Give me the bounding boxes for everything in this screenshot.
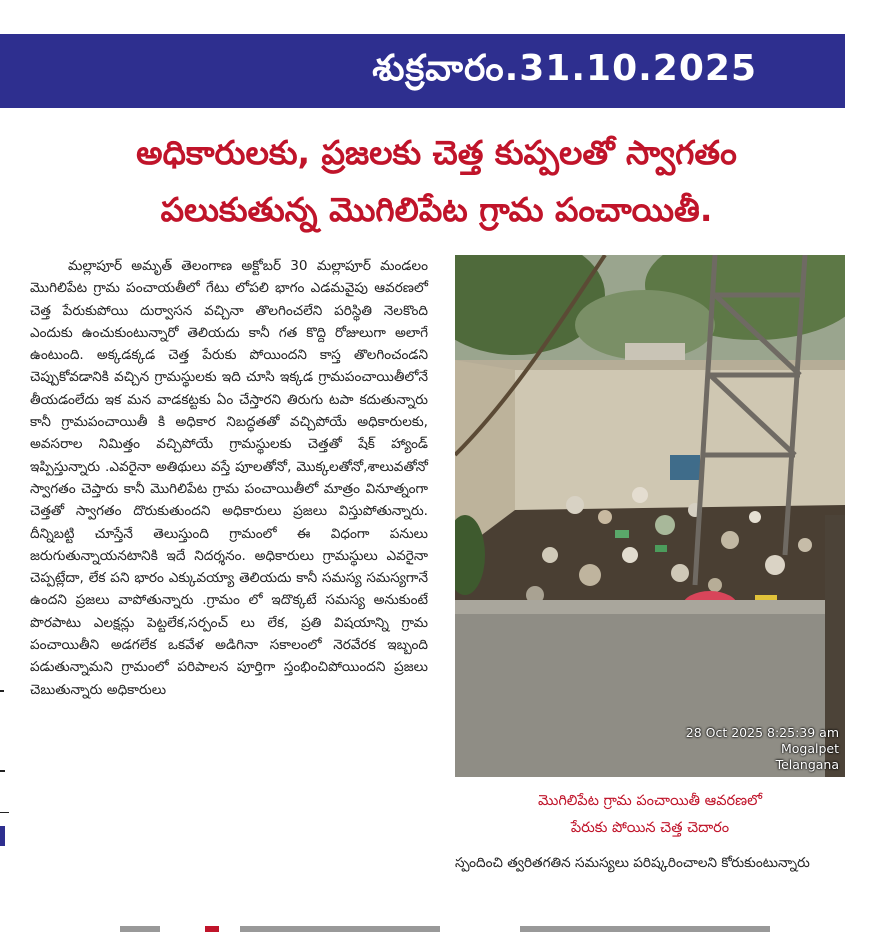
article-continuation: స్పందించి త్వరితగతిన సమస్యలు పరిష్కరించాలని కోరుకుంటున్నారు	[455, 855, 810, 871]
photo-caption-line-2: పేరుకు పోయిన చెత్త చెదారం	[570, 820, 730, 836]
article-body	[30, 255, 428, 701]
headline-line-2: పలుకుతున్న మొగిలిపేట గ్రామ పంచాయితీ.	[160, 190, 713, 229]
margin-fragment	[0, 812, 9, 813]
cropped-fragment	[520, 926, 770, 932]
headline-line-1: అధికారులకు, ప్రజలకు చెత్త కుప్పలతో స్వాగతం	[136, 133, 737, 172]
photo-timestamp: 28 Oct 2025 8:25:39 am	[685, 725, 839, 740]
margin-fragment	[0, 690, 4, 692]
left-edge-bar	[0, 34, 10, 108]
cropped-fragment	[120, 926, 160, 932]
date-banner	[0, 34, 845, 108]
photo-region: Telangana	[775, 757, 839, 772]
garbage-scene-illustration	[455, 255, 845, 777]
margin-fragment	[0, 826, 5, 846]
publication-date: శుక్రవారం.31.10.2025	[372, 48, 757, 89]
photo-caption	[455, 788, 845, 842]
article-paragraph: మల్లాపూర్ అమృత్ తెలంగాణ అక్టోబర్ 30 మల్లాపూర్ మండలం మొగిలిపేట గ్రామ పంచాయతీలో గేటు లోపలి భాగం ఎడమవైపు ఆవరణలో చెత్త పేరుకుపోయి దుర్వాసన వచ్చినా తొలగించలేని పరిస్థితి నెలకొంది ఎందుకు ఉంచుకుంటున్నారో తెలియదు కానీ గత కొద్ది రోజులుగా అలాగే ఉంటుంది. అక్కడక్కడ చెత్త పేరుకు పోయిందని కాస్త తొలగించండని చెప్పుకోవడానికి వచ్చిన గ్రామస్థులకు ఇది చూసి ఇక్కడ గ్రామపంచాయితీలోనే తీయడంలేదు ఇక మన వాడకట్టకు ఏం చేస్తారని తిరుగు టపా కదుతున్నారు కానీ గ్రామపంచాయితీ కి అధికార నిబద్ధతతో వచ్చిపోయే అధికారులకు, అవసరాల నిమిత్తం వచ్చిపోయే గ్రామస్థులకు చెత్తతో షేక్ హ్యాండ్ ఇప్పిస్తున్నారు .ఎవరైనా అతిథులు వస్తే పూలతోనో, మొక్కలతోనో,శాలువతోనో స్వాగతం చెప్తారు కానీ మొగిలిపేట గ్రామ పంచాయితీలో మాత్రం వినూత్నంగా చెత్తతో స్వాగతం దొరుకుతుందని అధికారులు ప్రజలు విస్తుపోతున్నారు. దీన్నిబట్టి చూస్తేనే తెలుస్తుంది గ్రామంలో ఈ విధంగా పనులు జరుగుతున్నాయనటానికి ఇదే నిదర్శనం. అధికారులు గ్రామస్థులు ఎవరైనా చెప్పట్లేదా, లేక పని భారం ఎక్కువయ్యా తెలియదు కానీ సమస్య సమస్యగానే ఉందని ప్రజలు వాపోతున్నారు .గ్రామం లో ఇదొక్కటే సమస్య అనుకుంటే పొరపాటు ఎలక్షన్లు పెట్టలేక,సర్పంచ్ లు లేక, ప్రతి విషయాన్ని గ్రామ పంచాయితీని అడగలేక ఒకవేళ అడిగినా సకాలంలో నెరవేరక ఇబ్బంది పడుతున్నామని గ్రామంలో పరిపాలన పూర్తిగా స్తంభించిపోయిందని ప్రజలు చెబుతున్నారు అధికారులు	[30, 258, 428, 698]
photo-caption-line-1: మొగిలిపేట గ్రామ పంచాయితీ ఆవరణలో	[537, 793, 763, 809]
news-photo	[455, 255, 845, 777]
cropped-fragment	[205, 926, 219, 932]
cropped-fragment	[240, 926, 440, 932]
photo-location: Mogalpet	[780, 741, 839, 756]
photo-timestamp-overlay	[686, 725, 839, 773]
margin-fragment	[0, 770, 5, 772]
